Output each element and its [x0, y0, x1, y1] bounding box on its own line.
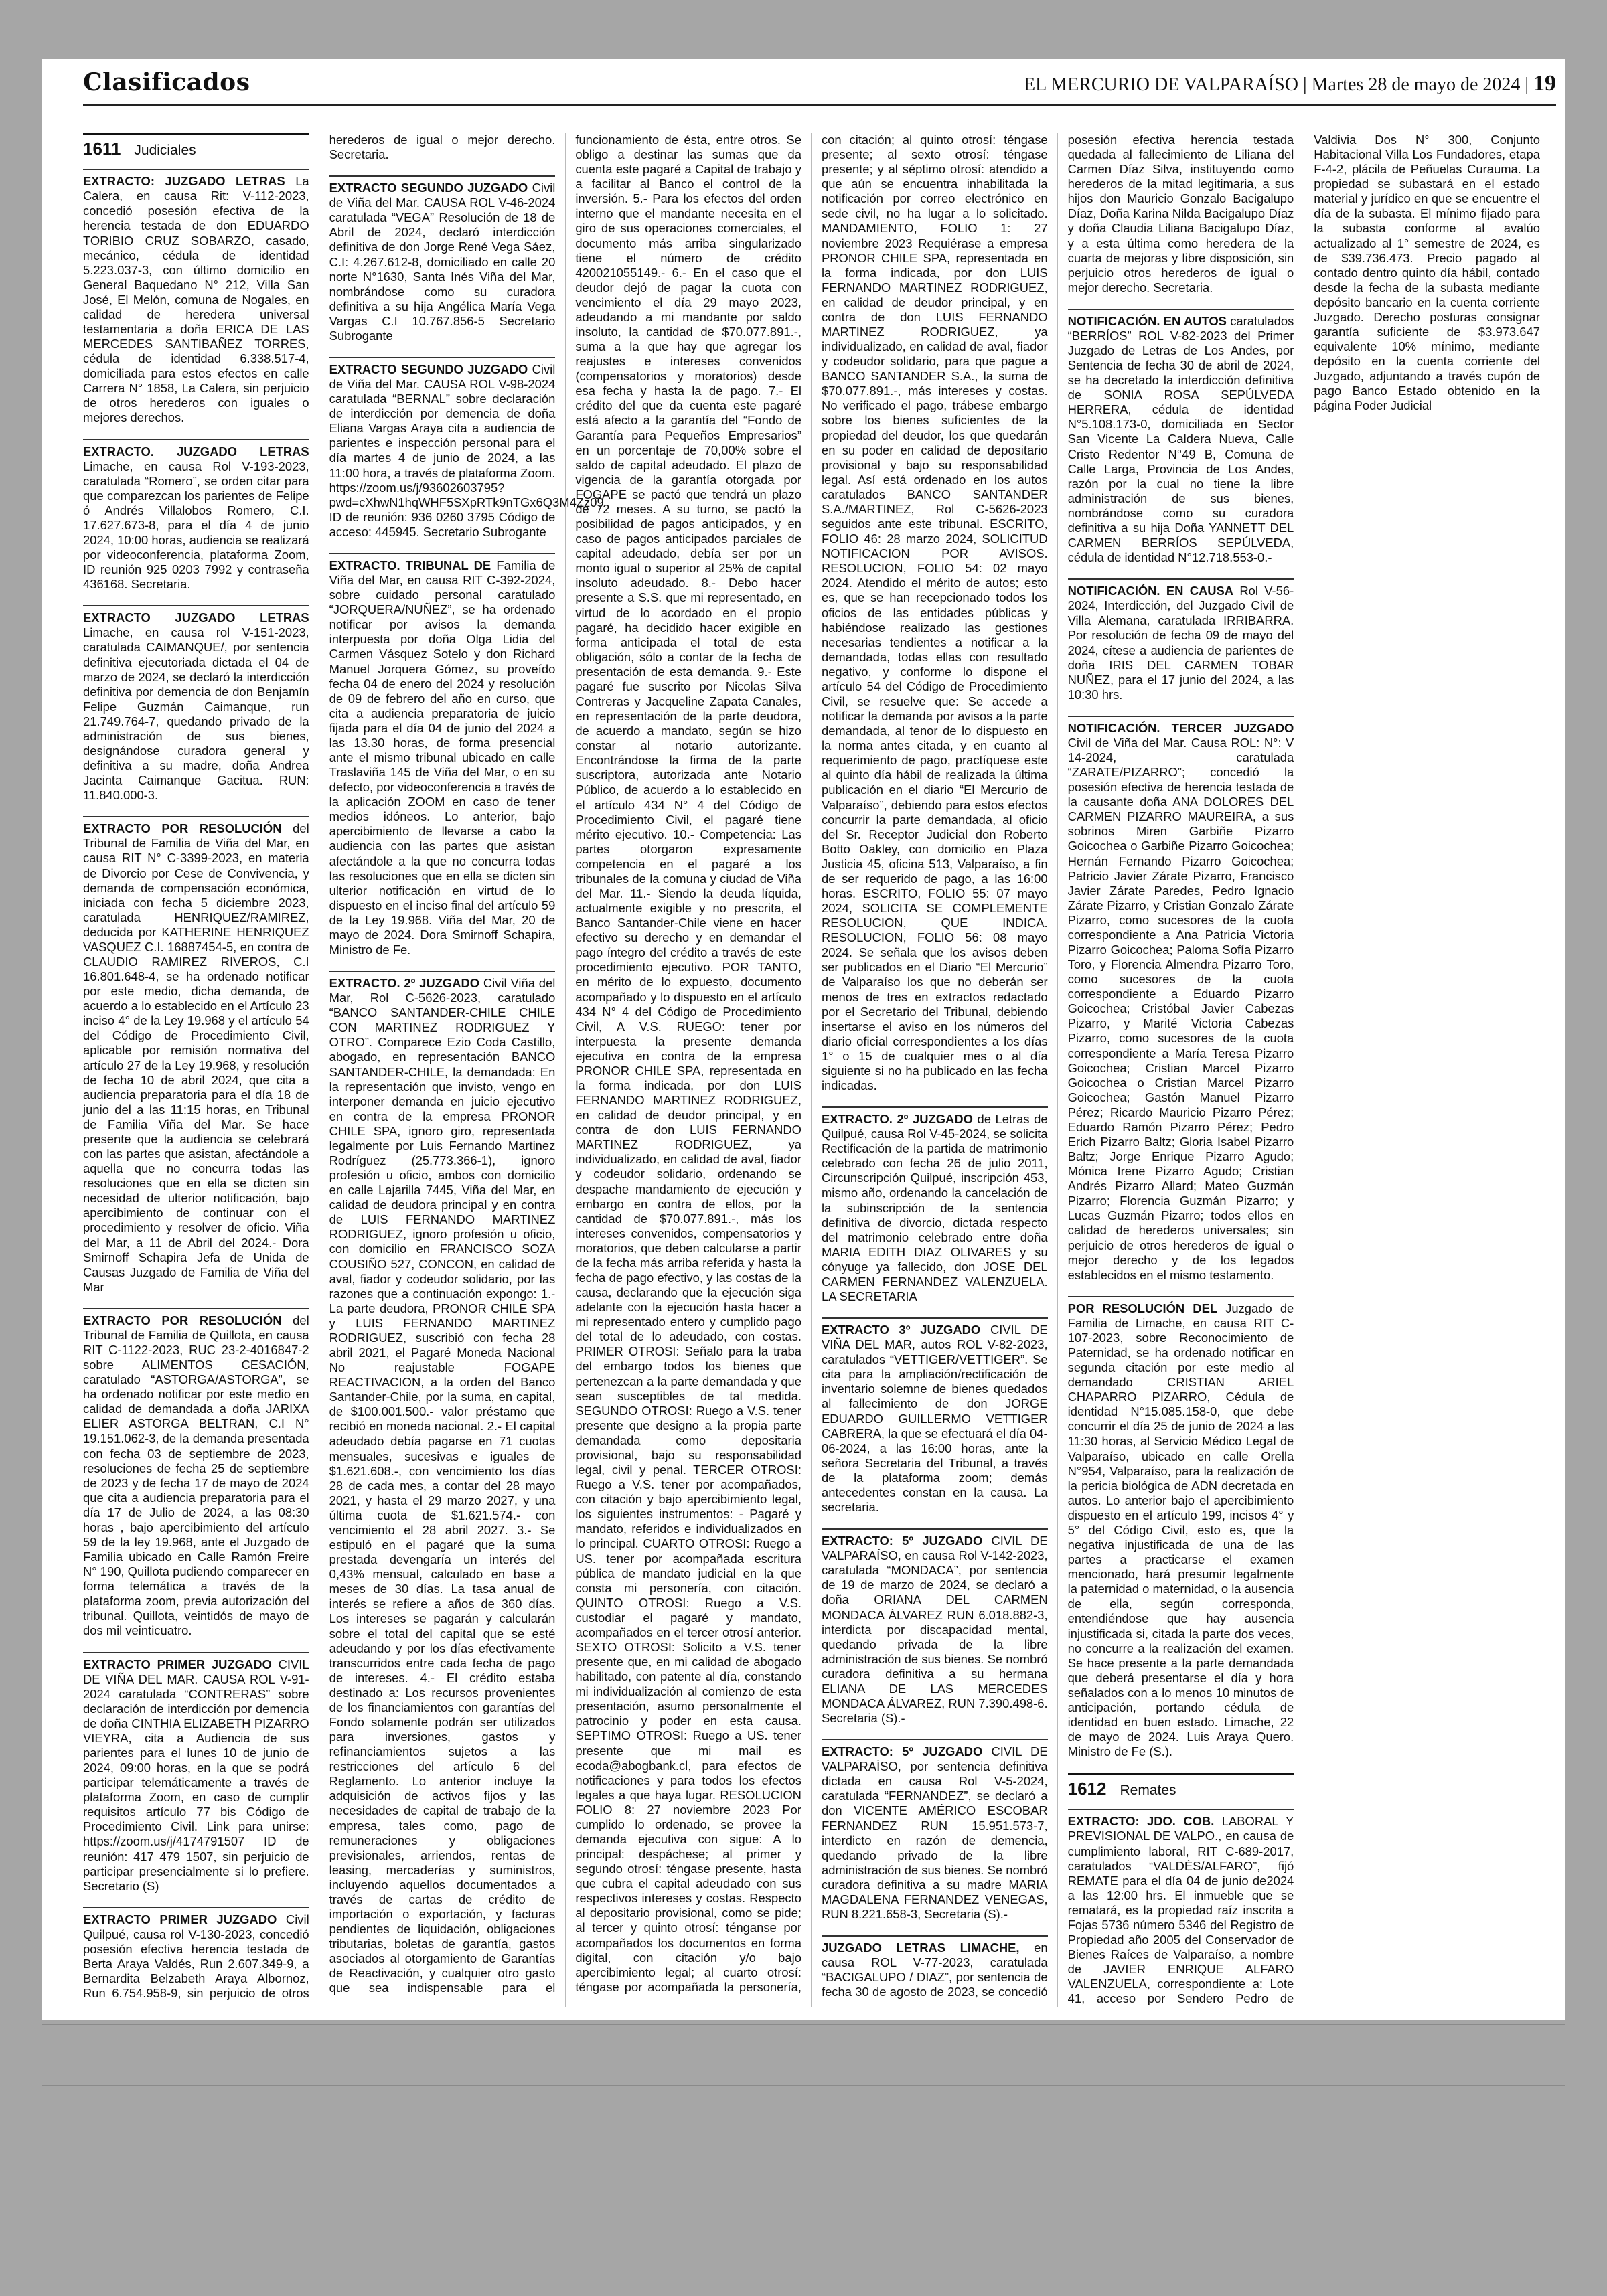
- legal-notice: [83, 605, 309, 803]
- section-heading: [83, 133, 309, 159]
- legal-notice: [83, 816, 309, 1295]
- notice-lead: EXTRACTO POR RESOLUCIÓN: [83, 1313, 282, 1327]
- notice-lead: POR RESOLUCIÓN DEL: [1067, 1301, 1218, 1315]
- footer-rule-lower: [42, 2085, 1565, 2086]
- notice-body: caratulados “BERRÍOS” ROL V-82-2023 del Primer Juzgado de Letras de Los Andes, por Sentencia de fecha 30 de abril de 2024, se ha decretado la interdicción definitiva de SONIA ROSA SEPÚLVEDA HERRERA, cédula de identidad N°5.108.173-0, domiciliada en Sector San Vicente La Caldera Nueva, Calle Cristo Redentor N°49 B, Comuna de Calle Larga, Provincia de Los Andes, razón por la cual no tiene la libre administración de sus bienes, nombrándose como su curadora definitiva a su hija Doña YANNETT DEL CARMEN BERRÍOS SEPÚLVEDA, cédula de identidad N°12.718.553-0.-: [1067, 313, 1294, 565]
- section-heading: [1068, 1773, 1294, 1799]
- legal-notice: [822, 1317, 1048, 1515]
- notice-body: CIVIL DE VIÑA DEL MAR. CAUSA ROL V-91-2024 caratulada “CONTRERAS” sobre declaración de interdicción por demencia de doña CINTHIA ELIZABETH PIZARRO VIEYRA, cita a Audiencia de sus parientes para el lunes 10 de junio de 2024, 09:00 horas, en la que se podrá participar telemáticamente a través de plataforma Zoom, en caso de cumplir requisitos artículo 77 bis Código de Procedimiento Civil. Link para unirse: https://zoom.us/j/4174791507 ID de reunión: 417 479 1507, sin perjuicio de participar presencialmente si lo prefiere. Secretario (S): [83, 1657, 309, 1893]
- legal-notice: [329, 175, 556, 343]
- issue-date: Martes 28 de mayo de 2024: [1311, 74, 1521, 95]
- notice-body: Juzgado de Familia de Limache, en causa RIT C-107-2023, sobre Reconocimiento de Paternidad, se ha ordenado notificar en segunda citación por este medio al demandado CRISTIAN ARIEL CHAPARRO PIZARRO, Cédula de identidad N°15.085.158-0, que debe concurrir el día 25 de junio de 2024 a las 11:30 horas, al Servicio Médico Legal de Valparaíso, ubicado en calle Orella N°954, Valparaíso, para la realización de la pericia biológica de ADN decretada en autos. Lo anterior bajo el apercibimiento dispuesto en el artículo 199, incisos 4° y 5° del Código Civil, esto es, que la negativa injustificada de una de las partes a practicarse el examen mencionado, hará presumir legalmente la paternidad o maternidad, o la ausencia de ella, según corresponda, entendiéndose que hay ausencia injustificada si, citada la parte dos veces, no concurre a la realización del examen. Se hace presente a la parte demandada que deberá presentarse el día y hora señalados con a lo menos 10 minutos de anticipación, portando cédula de identidad en buen estado. Limache, 22 de mayo de 2024. Luis Araya Quero. Ministro de Fe (S.).: [1067, 1301, 1294, 1759]
- legal-notice: [822, 1528, 1048, 1726]
- notice-body: Rol V-56-2024, Interdicción, del Juzgado Civil de Villa Alemana, caratulada IRRIBARRA. Por resolución de fecha 09 de mayo del 2024, cítese a audiencia de parientes de doña IRIS DEL CARMEN TOBAR NUÑEZ, para el 17 junio del 2024, a las 10:30 hrs.: [1067, 584, 1294, 702]
- notice-body: CIVIL DE VALPARAÍSO, en causa Rol V-142-2023, caratulada “MONDACA”, por sentencia de 19 de marzo de 2024, se declaró a doña ORIANA DEL CARMEN MONDACA ÁLVAREZ RUN 6.018.882-3, interdicta por discapacidad mental, quedando privada de la libre administración de sus bienes. Se nombró curadora definitiva a su hermana ELIANA DE LAS MERCEDES MONDACA ÁLVAREZ, RUN 7.390.498-6. Secretaria (S).-: [821, 1534, 1048, 1726]
- section-number: 1612: [1067, 1779, 1107, 1799]
- notice-lead: JUZGADO LETRAS LIMACHE,: [821, 1941, 1020, 1955]
- notice-lead: EXTRACTO: JUZGADO LETRAS: [83, 174, 285, 189]
- notice-body: Civil de Viña del Mar. CAUSA ROL V-46-2024 caratulada “VEGA” Resolución de 18 de Abril de 2024, declaró interdicción definitiva de don Jorge René Vega Sáez, C.I: 4.267.612-8, domiciliado en calle 20 norte N°1630, Santa Inés Viña del Mar, nombrándose como su curadora definitiva a su hija Angélica María Vega Vargas C.I 10.767.856-5 Secretario Subrogante: [329, 181, 556, 343]
- notice-lead: EXTRACTO SEGUNDO JUZGADO: [329, 362, 528, 377]
- notice-body: Familia de Viña del Mar, en causa RIT C-392-2024, sobre cuidado personal caratulado “JORQUERA/NUÑEZ”, se ha ordenado notificar por avisos la demanda interpuesta por doña Olga Lidia del Carmen Vásquez Sotelo y don Richard Manuel Jorquera Gómez, su proveído fecha 04 de enero del 2024 y resolución de 09 de febrero del año en curso, que cita a audiencia preparatoria de juicio fijada para el día 04 de junio del 2024 a las 13.30 horas, de forma presencial ante el mismo tribunal ubicado en calle Traslaviña 145 de Viña del Mar, o en su defecto, por videoconferencia a través de la aplicación ZOOM en caso de tener medios idóneos. Lo anterior, bajo apercibimiento de llevarse a cabo la audiencia con las partes que asistan afectándole a la que no concurra todas las resoluciones que en ella se dicten sin ulterior notificación en virtud de lo dispuesto en el inciso final del artículo 59 de la Ley 19.968. Viña del Mar, 20 de mayo de 2024. Dora Smirnoff Schapira, Ministro de Fe.: [329, 558, 556, 957]
- notice-lead: EXTRACTO: 5º JUZGADO: [821, 1744, 983, 1759]
- legal-notice: [1068, 578, 1294, 702]
- legal-notice: [822, 1106, 1048, 1304]
- notice-body: CIVIL DE VALPARAÍSO, por sentencia definitiva dictada en causa Rol V-5-2024, caratulada “FERNANDEZ”, se declaró a don VICENTE AMÉRICO ESCOBAR FERNANDEZ RUN 15.951.573-7, interdicto en razón de demencia, quedando privado de la libre administración de sus bienes. Se nombró curadora definitiva a su madre MARIA MAGDALENA FERNANDEZ VENEGAS, RUN 8.221.658-3, Secretaria (S).-: [821, 1744, 1048, 1921]
- header-rule: [83, 104, 1556, 106]
- notice-body: Civil de Viña del Mar. Causa ROL: N°: V 14-2024, caratulada “ZARATE/PIZARRO”; concedió la posesión efectiva de herencia testada de la causante doña ANA DOLORES DEL CARMEN PIZARRO MAUREIRA, a sus sobrinos Miren Garbiñe Pizarro Goicochea o Garbiñe Pizarro Goicochea; Hernán Fernando Pizarro Goicochea; Patricio Javier Zárate Pizarro, Francisco Javier Zárate Paredes, Pedro Ignacio Zárate Pizarro, y Cristian Gonzalo Zárate Pizarro, como sucesores de la cuota correspondiente a Ana Patricia Victoria Pizarro Goicochea; Paloma Sofía Pizarro Toro, y Florencia Almendra Pizarro Toro, como sucesores de la cuota correspondiente a Eduardo Pizarro Goicochea; Cristóbal Javier Cabezas Pizarro, y Marité Victoria Cabezas Pizarro, como sucesores de la cuota correspondiente a María Teresa Pizarro Goicochea; Cristian Marcel Pizarro Goicochea o Cristian Marcel Pizarro Goicochea; Gastón Manuel Pizarro Pérez; Ricardo Mauricio Pizarro Pérez; Eduardo Ramón Pizarro Pérez; Pedro Erich Pizarro Baltz; Gloria Isabel Pizarro Baltz; Jorge Enrique Pizarro Agudo; Mónica Irene Pizarro Agudo; Cristian Andrés Pizarro Allard; Mateo Guzmán Pizarro; Florencia Guzmán Pizarro; y Lucas Guzmán Pizarro; todos ellos en calidad de herederos universales; sin perjuicio de otros herederos de igual o mejor derecho y de los legados establecidos en el mismo testamento.: [1067, 735, 1294, 1282]
- notice-body: del Tribunal de Familia de Quillota, en causa RIT C-1122-2023, RUC 23-2-4016847-2 sobre ALIMENTOS CESACIÓN, caratulado “ASTORGA/ASTORGA”, se ha ordenado notificar por este medio en calidad de demandada a doña JARIXA ELIER ASTORGA BELTRAN, C.I N° 19.151.062-3, de la demanda presentada con fecha 03 de septiembre de 2023, resoluciones de fecha 25 de septiembre de 2023 y de fecha 17 de mayo de 2024 que cita a audiencia preparatoria para el día 17 de Julio de 2024, a las 08:30 horas , bajo apercibimiento del artículo 59 de la ley 19.968, ante el Juzgado de Familia ubicado en Calle Ramón Freire N° 190, Quillota pudiendo comparecer en forma telemática a través de la plataforma zoom, previa autorización del tribunal. Quillota, veintidós de mayo de dos mil veinticuatro.: [83, 1313, 309, 1638]
- notice-body: LABORAL Y PREVISIONAL DE VALPO., en causa de cumplimiento laboral, RIT C-689-2017, caratulados “VALDÉS/ALFARO”, fijó REMATE para el día 04 de junio de2024 a las 12:00 hrs. El inmueble que se rematará, es la propiedad raíz inscrita a Fojas 5736 número 5346 del Registro de Propiedad año 2005 del Conservador de Bienes Raíces de Valparaíso, a nombre de JAVIER ENRIQUE ALFARO VALENZUELA, correspondiente a: Lote 41, acceso por Sendero Pedro de Valdivia Dos N° 300, Conjunto Habitacional Villa Los Fundadores, etapa F-4-2, plácila de Peñuelas Curauma. La propiedad se subastará en el estado material y jurídico en que se encuentre el día de la subasta. El mínimo fijado para la subasta conforme al avalúo actualizado al 1° semestre de 2024, es de $39.736.473. Precio pagado al contado dentro quinto día hábil, contado desde la fecha de la subasta mediante depósito bancario en la cuenta corriente Juzgado. Derecho posturas consignar garantía suficiente de $3.973.647 equivalente 10% mínimo, mediante depósito en la cuenta corriente del Juzgado, adjuntando a través cupón de pago Banco Estado obtenido en la página Poder Judicial: [1067, 133, 1540, 2006]
- legal-notice: [329, 357, 604, 540]
- notice-lead: EXTRACTO PRIMER JUZGADO: [83, 1657, 272, 1671]
- notice-lead: EXTRACTO POR RESOLUCIÓN: [83, 821, 282, 836]
- notice-lead: EXTRACTO. 2º JUZGADO: [821, 1112, 973, 1127]
- notice-lead: EXTRACTO. TRIBUNAL DE: [329, 558, 491, 572]
- notice-lead: EXTRACTO: 5º JUZGADO: [821, 1534, 983, 1548]
- legal-notice: [83, 169, 309, 425]
- notice-lead: EXTRACTO SEGUNDO JUZGADO: [329, 181, 528, 195]
- notice-lead: EXTRACTO. 2º JUZGADO: [329, 976, 480, 991]
- notice-body: en causa ROL V-77-2023, caratulada “BACIGALUPO / DIAZ”, por sentencia de fecha 30 de agosto de 2023, se concedió posesión efectiva herencia testada quedada al fallecimiento de Liliana del Carmen Díaz Silva, instituyendo como herederos de la mitad legitimaria, a sus hijos don Mauricio Gonzalo Bacigalupo Díaz, Doña Karina Nilda Bacigalupo Díaz y doña Claudia Liliana Bacigalupo Díaz, y a esta última como heredera de la cuarta de mejoras y libre disposición, sin perjuicio otros herederos de igual o mejor derecho. Secretaria.: [821, 133, 1294, 1999]
- section-title: Clasificados: [83, 68, 250, 96]
- notice-body: La Calera, en causa Rit: V-112-2023, concedió posesión efectiva de la herencia testada de don EDUARDO TORIBIO CRUZ SOBARZO, casado, mecánico, cédula de identidad 5.223.037-3, con último domicilio en General Baquedano N° 212, Villa San José, El Melón, comuna de Nogales, en calidad de heredera universal testamentaria a doña ERICA DE LAS MERCEDES SANTIBAÑEZ TORRES, cédula de identidad 6.338.517-4, domiciliada para estos efectos en calle Carrera N° 1858, La Calera, sin perjuicio de otros herederos con iguales o mejores derechos.: [83, 174, 309, 425]
- notice-body: Civil de Viña del Mar. CAUSA ROL V-98-2024 caratulada “BERNAL” sobre declaración de interdicción por demencia de doña Eliana Vargas Araya cita a audiencia de parientes e inspección personal para el día martes 4 de junio de 2024, a las 11:00 hora, a través de plataforma Zoom. https://zoom.us/j/93602603795?pwd=cXhwN1hqWHF5SXpRTk9nTGx6Q3M4Zz09 ID de reunión: 936 0260 3795 Código de acceso: 445945. Secretario Subrogante: [329, 362, 604, 539]
- page-header: [42, 59, 1565, 106]
- notice-lead: NOTIFICACIÓN. EN CAUSA: [1067, 584, 1234, 598]
- legal-notice: [1068, 716, 1294, 1283]
- notice-lead: EXTRACTO 3º JUZGADO: [821, 1323, 981, 1337]
- notice-body: Limache, en causa rol V-151-2023, caratulada CAIMANQUE/, por sentencia definitiva ejecutoriada dictada el 04 de marzo de 2024, se declaró la interdicción definitiva por demencia de don Benjamín Felipe Guzmán Caimanque, run 21.749.764-7, quedando privado de la administración de sus bienes, designándose curadora general y definitiva a su madre, doña Andrea Jacinta Caimanque Gacitua. RUN: 11.840.000-3.: [83, 625, 309, 803]
- masthead-info: EL MERCURIO DE VALPARAÍSO | Martes 28 de mayo de 2024 | 19: [1024, 71, 1556, 96]
- newspaper-name: EL MERCURIO DE VALPARAÍSO: [1024, 74, 1298, 95]
- page-number: 19: [1533, 71, 1556, 96]
- legal-notice: [83, 1652, 309, 1894]
- notice-lead: EXTRACTO: JDO. COB.: [1067, 1814, 1215, 1829]
- legal-notice: [822, 1739, 1048, 1922]
- notice-lead: EXTRACTO JUZGADO LETRAS: [83, 610, 309, 625]
- legal-notice: [1068, 309, 1294, 565]
- notice-lead: EXTRACTO. JUZGADO LETRAS: [83, 444, 309, 459]
- section-label: Remates: [1120, 1783, 1176, 1799]
- notice-body: Civil Viña del Mar, Rol C-5626-2023, caratulado “BANCO SANTANDER-CHILE CHILE CON MARTINEZ RODRIGUEZ Y OTRO”. Comparece Ezio Coda Castillo, abogado, en representación BANCO SANTANDER-CHILE, la demandada: En la representación que invisto, vengo en interponer demanda en juicio ejecutivo en contra de la empresa PRONOR CHILE SPA, ignoro giro, representada legalmente por Luis Fernando Martinez Rodríguez (25.773.366-1), ignoro profesión u oficio, ambos con domicilio en calle Lajarilla 7445, Viña del Mar, en calidad de deudora principal y en contra de LUIS FERNANDO MARTINEZ RODRIGUEZ, ignoro profesión u oficio, con domicilio en FRANCISCO SOZA COUSIÑO 527, CONCON, en calidad de aval, fiador y codeudor solidario, por las razones que a continuación expongo: 1.- La parte deudora, PRONOR CHILE SPA y LUIS FERNANDO MARTINEZ RODRIGUEZ, suscribió con fecha 28 abril 2021, el Pagaré Moneda Nacional No reajustable FOGAPE REACTIVACION, a la orden del Banco Santander-Chile, por la suma, en capital, de $100.001.500.- valor préstamo que recibió en moneda nacional. 2.- El capital adeudado debía pagarse en 71 cuotas mensuales, sucesivas e iguales de $1.621.608.-, con vencimiento los días 28 de cada mes, a contar del 28 mayo 2021, y hasta el 29 marzo 2027, y una última cuota de $1.621.574.- con vencimiento el 28 abril 2027. 3.- Se estipuló en el pagaré que la suma prestada devengaría un interés del 0,43% mensual, calculado en base a meses de 30 días. La tasa anual de interés se refiere a años de 360 días. Los intereses se pagarán y calcularán sobre el total del capital que se esté adeudando y por los días efectivamente transcurridos entre cada fecha de pago de intereses. 4.- El crédito estaba destinado a: Los recursos provenientes de los financiamientos con garantías del Fondo solamente podrán ser utilizados para inversiones, gastos y refinanciamientos sujetos a las restricciones del artículo 6 del Reglamento. Lo anterior incluye la adquisición de activos fijos y las necesidades de capital de trabajo de la empresa, tales como, pago de remuneraciones y obligaciones previsionales, arriendos, rentas de leasing, mercaderías y suministros, incluyendo aquellos documentados a través de cartas de crédito de importación o exportación, y facturas pendientes de liquidación, obligaciones tributarias, boletas de garantía, gastos asociados al otorgamiento de Garantías de Reactivación, y cualquier otro gasto que sea indispensable para el funcionamiento de ésta, entre otros. Se obligo a destinar las sumas que da cuenta este pagaré a Capital de trabajo y a facilitar al Banco el control de la inversión. 5.- Para los efectos del orden interno que el mandante necesita en el giro de sus operaciones comerciales, el documento más arriba singularizado tiene el número de crédito 420021055149.- 6.- En el caso que el deudor dejó de pagar la cuota con vencimiento el día 29 mayo 2023, adeudando a mi mandante por saldo insoluto, la cantidad de $70.077.891.-, suma a la que hay que agregar los reajustes e intereses convenidos (compensatorios y moratorios) desde esa fecha y hasta la de pago. 7.- El crédito del que da cuenta este pagaré está afecto a la garantía del “Fondo de Garantía para Pequeños Empresarios” en un porcentaje de 70,00% sobre el saldo de capital adeudado. El plazo de vigencia de la garantía otorgada por FOGAPE se pactó que tendrá un plazo de 72 meses. A su turno, se pactó la posibilidad de pagos anticipados, y en caso de pagos anticipados parciales de capital adeudado, debía ser por un monto igual o superior al 25% de capital insoluto adeudado. 8.- Debo hacer presente a S.S. que mi representado, en virtud de lo acordado en el propio pagaré, ha decidido hacer exigible en forma anticipada el total de esta obligación, sólo a contar de la fecha de presentación de esta demanda. 9.- Este pagaré fue suscrito por Nicolas Silva Contreras y Jacqueline Zapata Canales, en representación de la parte deudora, de acuerdo a mandato, según se hizo constar al notario autorizante. Encontrándose la firma de la parte suscriptora, autorizada ante Notario Público, de acuerdo a lo establecido en el artículo 434 N° 4 del Código de Procedimiento Civil, el pagaré tiene mérito ejecutivo. 10.- Competencia: Las partes otorgaron expresamente competencia en el pagaré a los tribunales de la comuna y ciudad de Viña del Mar. 11.- Siendo la deuda líquida, actualmente exigible y no prescrita, el Banco Santander-Chile viene en hacer efectivo su derecho y en demandar el pago íntegro del crédito a través de este procedimiento ejecutivo. POR TANTO, en mérito de lo expuesto, documento acompañado y lo dispuesto en el artículo 434 N° 4 del Código de Procedimiento Civil, A V.S. RUEGO: tener por interpuesta la presente demanda ejecutiva en contra de la empresa PRONOR CHILE SPA, representada en la forma indicada, por don LUIS FERNANDO MARTINEZ RODRIGUEZ, en calidad de deudor principal, y en contra de don LUIS FERNANDO MARTINEZ RODRIGUEZ, ya individualizado, en calidad de aval, fiador y codeudor solidario, ordenando se despache mandamiento de ejecución y embargo en contra de ellos, por la cantidad de $70.077.891.-, más los intereses convenidos, compensatorios y moratorios, que deben calcularse a partir de la fecha más arriba referida y hasta la fecha de pago efectivo, y las costas de la causa, declarando que la ejecución siga adelante con la ejecución hasta hacer a mi representado entero y cumplido pago del total de lo adeudado, con costas. PRIMER OTROSI: Señalo para la traba del embargo todos los bienes que pertenezcan a la parte demandada y que sean susceptibles de tal medida. SEGUNDO OTROSI: Ruego a V.S. tener presente que designo a la propia parte demandada como depositaria provisional, bajo su responsabilidad legal, civil y penal. TERCER OTROSI: Ruego a V.S. tener por acompañados, con citación y bajo apercibimiento legal, los siguientes instrumentos: - Pagaré y mandato, referidos e individualizados en lo principal. CUARTO OTROSI: Ruego a US. tener por acompañada escritura pública de mandato judicial en la que consta mi personería, con citación. QUINTO OTROSI: Ruego a V.S. custodiar el pagaré y mandato, acompañados en el tercer otrosí anterior. SEXTO OTROSI: Solicito a V.S. tener presente que, en mi calidad de abogado habilitado, con patente al día, constando mi individualización al comienzo de esta presentación, asumo personalmente el patrocinio y poder en esta causa. SEPTIMO OTROSI: Ruego a US. tener presente que mi mail es ecoda@abogbank.cl, para efectos de notificaciones y para todos los efectos legales a que haya lugar. RESOLUCION FOLIO 8: 27 noviembre 2023 Por cumplido lo ordenado, se provee la demanda ejecutiva con sigue: A lo principal: despáchese; al primer y segundo otrosí: téngase presente, hasta que cubra el capital adeudado con sus respectivos intereses y costas. Respecto al depositario provisional, como se pide; al tercer y quinto otrosí: ténganse por acompañados los documentos en forma digital, con citación y/o bajo apercibimiento legal; al cuarto otrosí: téngase por acompañada la personería, con citación; al quinto otrosí: téngase presente; al sexto otrosí: téngase presente; y al séptimo otrosí: atendido a que aún se encuentra inhabilitada la notificación por correo electrónico en sede civil, no ha lugar a lo solicitado. MANDAMIENTO, FOLIO 1: 27 noviembre 2023 Requiérase a empresa PRONOR CHILE SPA, representada en la forma indicada, por don LUIS FERNANDO MARTINEZ RODRIGUEZ, en calidad de deudor principal, y en contra de don LUIS FERNANDO MARTINEZ RODRIGUEZ, ya individualizado, en calidad de aval, fiador y codeudor solidario, para que pague a BANCO SANTANDER S.A., la suma de $70.077.891.-, más intereses y costas. No verificado el pago, trábese embargo sobre los bienes suficientes de la propiedad del deudor, los que quedarán en su poder en calidad de depositario provisional y bajo su responsabilidad legal. Así está ordenado en los autos caratulados BANCO SANTANDER S.A./MARTINEZ, Rol C-5626-2023 seguidos ante este tribunal. ESCRITO, FOLIO 46: 28 marzo 2024, SOLICITUD NOTIFICACION POR AVISOS. RESOLUCION, FOLIO 54: 02 mayo 2024. Atendido el mérito de autos; esto es, que se han recepcionado todos los oficios de las entidades públicas y habiéndose realizado las gestiones necesarias tendientes a notificar a la demandada, todas ellas con resultado negativo, y conforme lo dispone el artículo 54 del Código de Procedimiento Civil, se resuelve que: Se accede a notificar la demanda por avisos a la parte demandada, al tenor de lo dispuesto en la norma antes citada, y en cuanto al requerimiento de pago, practíquese este al quinto día hábil de realizada la última publicación en el diario “El Mercurio de Valparaíso”, debiendo para estos efectos concurrir la parte demandada, al oficio del Sr. Receptor Judicial don Roberto Botto Oakley, con domicilio en Plaza Justicia 45, oficina 513, Valparaíso, a fin de ser requerido de pago, a las 16:00 horas. ESCRITO, FOLIO 55: 07 mayo 2024, SOLICITA SE COMPLEMENTE RESOLUCION, QUE INDICA. RESOLUCION, FOLIO 56: 08 mayo 2024. Se señala que los avisos deben ser publicados en el Diario “El Mercurio” de Valparaíso los que no deberán ser menos de tres en extractos redactado por el Secretario del Tribunal, debiendo insertarse el aviso en los números del diario oficial correspondientes a los días 1° o 15 de cualquier mes o al día siguiente si no ha publicado en las fecha indicadas.: [329, 133, 1048, 1995]
- legal-notice: [83, 1308, 309, 1639]
- notice-body: CIVIL DE VIÑA DEL MAR, autos ROL V-82-2023, caratulados “VETTIGER/VETTIGER”. Se cita para la ampliación/rectificación de inventario solemne de bienes quedados al fallecimiento de don JORGE EDUARDO GUILLERMO VETTIGER CABRERA, la que se efectuará el día 04-06-2024, a las 16:00 horas, ante la señora Secretaria del Tribunal, a través de la plataforma zoom; demás antecedentes constan en la causa. La secretaria.: [821, 1323, 1048, 1515]
- notice-body: de Letras de Quilpué, causa Rol V-45-2024, se solicita Rectificación de la partida de matrimonio celebrado con fecha 26 de julio 2011, Circunscripción Quilpué, inscripción 453, mismo año, ordenando la cancelación de la subinscripción de la sentencia definitiva de divorcio, dictada respecto del matrimonio celebrado entre doña MARIA EDITH DIAZ OLIVARES y su cónyuge ya fallecido, don JOSE DEL CARMEN FERNANDEZ VALENZUELA. LA SECRETARIA: [821, 1112, 1048, 1304]
- notice-lead: EXTRACTO PRIMER JUZGADO: [83, 1912, 277, 1926]
- classified-columns: [83, 133, 1540, 2007]
- notice-body: Civil Quilpué, causa rol V-130-2023, concedió posesión efectiva herencia testada de Berta Araya Valdés, Run 2.607.349-9, a Bernardita Belzabeth Araya Albornoz, Run 6.754.958-9, sin perjuicio de otros herederos de igual o mejor derecho. Secretaria.: [83, 133, 556, 2001]
- notice-body: Limache, en causa Rol V-193-2023, caratulada “Romero”, se orden citar para que comparezcan los parientes de Felipe ó Andrés Villalobos Romero, C.I. 17.627.673-8, para el día 4 de junio 2024, 10:00 horas, audiencia se realizará por videoconferencia, plataforma Zoom, ID reunión 925 0203 7992 y contraseña 436168. Secretaria.: [83, 459, 309, 592]
- legal-notice: [329, 553, 556, 957]
- notice-lead: NOTIFICACIÓN. TERCER JUZGADO: [1067, 720, 1294, 735]
- footer-rule: [42, 2024, 1565, 2025]
- section-number: 1611: [83, 139, 121, 159]
- legal-notice: [1068, 1296, 1294, 1759]
- legal-notice: [83, 439, 309, 592]
- notice-body: del Tribunal de Familia de Viña del Mar, en causa RIT N° C-3399-2023, en materia de Divorcio por Cese de Convivencia, y demanda de compensación económica, iniciada con fecha 5 diciembre 2023, caratulada HENRIQUEZ/RAMIREZ, deducida por KATHERINE HENRIQUEZ VASQUEZ C.I. 16887454-5, en contra de CLAUDIO RAMIREZ RIVEROS, C.I 16.801.648-4, se ha ordenado notificar por este medio, dicha demanda, de acuerdo a lo establecido en el Artículo 23 inciso 4° de la Ley 19.968 y el artículo 54 del Código de Procedimiento Civil, aplicable por remisión normativa del artículo 27 de la Ley 19.968, y resolución de fecha 10 de abril 2024, que cita a audiencia preparatoria para el día 18 de junio del a las 11:15 horas, en Tribunal de Familia Viña del Mar. Se hace presente que la audiencia se celebrará con las partes que asistan, afectándole a aquella que no concurra todas las resoluciones que en ella se dicten sin necesidad de ulterior notificación, bajo apercibimiento de continuar con el procedimiento y resolver de oficio. Viña del Mar, a 11 de Abril del 2024.- Dora Smirnoff Schapira Jefa de Unida de Causas Juzgado de Familia de Viña del Mar: [83, 821, 309, 1294]
- notice-lead: NOTIFICACIÓN. EN AUTOS: [1067, 313, 1227, 328]
- section-label: Judiciales: [134, 143, 196, 158]
